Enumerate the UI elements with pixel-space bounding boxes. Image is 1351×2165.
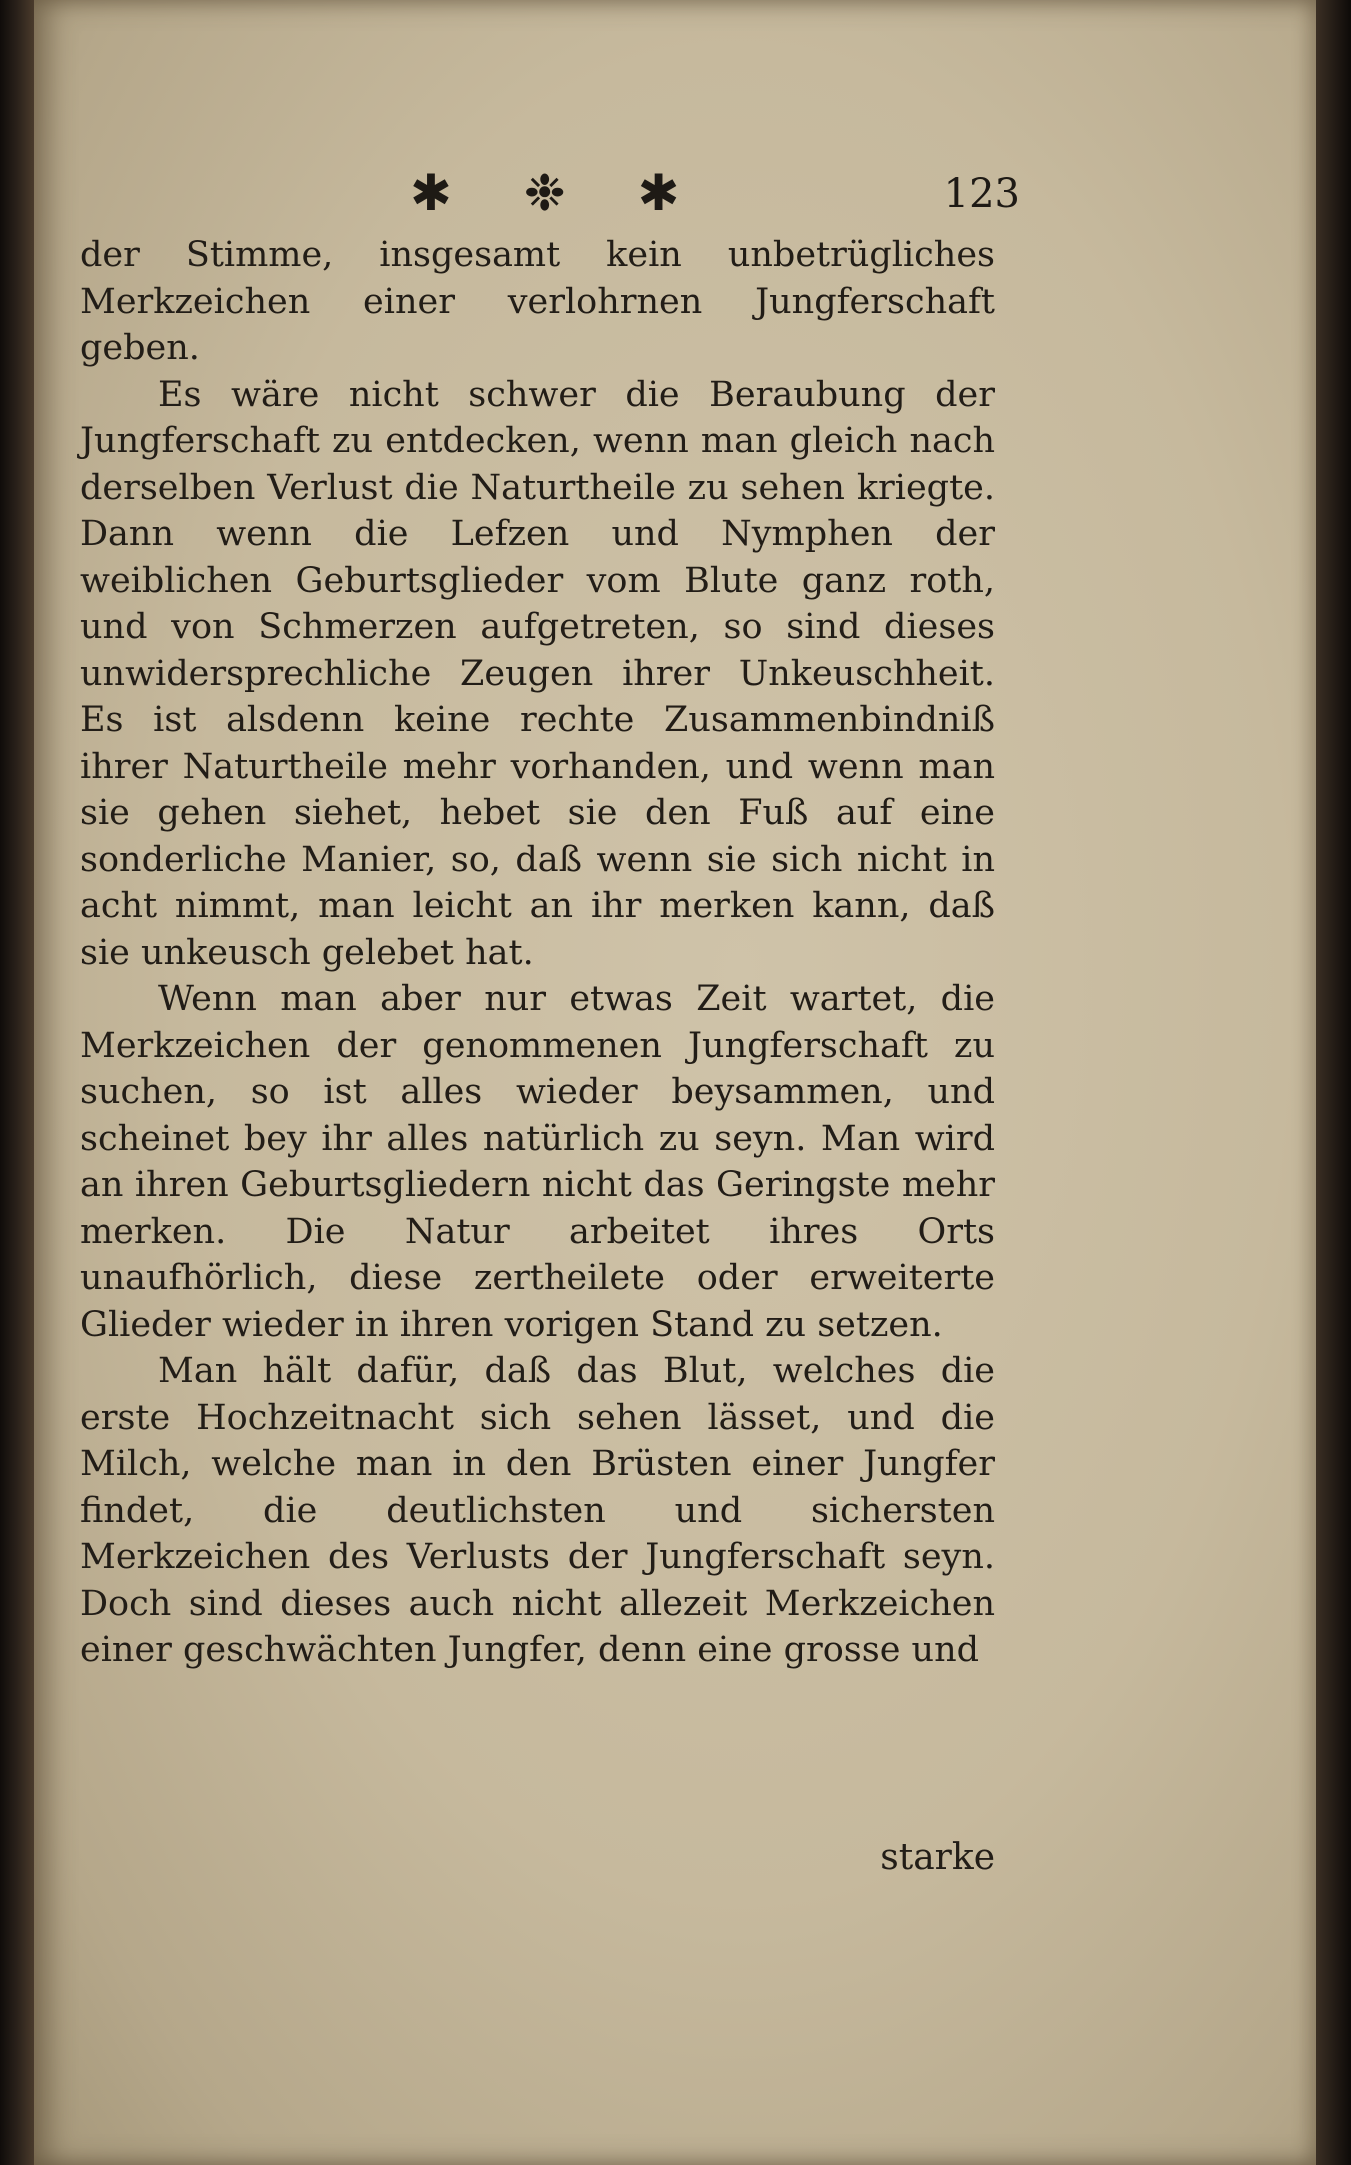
paragraph: Wenn man aber nur etwas Zeit wartet, die Merkzeichen der genommenen Jungferschaft zu suchen, so ist alles wieder beysammen, und scheinet bey ihr alles natürlich zu seyn. Man wird an ihren Geburtsgliedern nicht das Geringste mehr merken. Die Natur arbeitet ihres Orts unaufhörlich, diese zertheilete oder erweiterte Glieder wieder in ihren vorigen Stand zu setzen. — [80, 979, 995, 1345]
paragraph: der Stimme, insgesamt kein unbetrügliches Merkzeichen einer verlohrnen Jungferschaft geben. — [80, 235, 995, 368]
page-number: 123 — [943, 171, 1020, 217]
paragraph: Es wäre nicht schwer die Beraubung der Jungferschaft zu entdecken, wenn man gleich nach derselben Verlust die Naturtheile zu sehen kriegte. Dann wenn die Lefzen und Nymphen der weiblichen Geburtsglieder vom Blute ganz roth, und von Schmerzen aufgetreten, so sind dieses unwidersprechliche Zeugen ihrer Unkeuschheit. Es ist alsdenn keine rechte Zusammenbindniß ihrer Naturtheile mehr vorhanden, und wenn man sie gehen siehet, hebet sie den Fuß auf eine sonderliche Manier, so, daß wenn sie sich nicht in acht nimmt, man leicht an ihr merken kann, daß sie unkeusch gelebet hat. — [80, 374, 995, 973]
book-gutter — [0, 0, 34, 2165]
paragraph: Man hält dafür, daß das Blut, welches die erste Hochzeitnacht sich sehen lässet, und die Milch, welche man in den Brüsten einer Jungfer findet, die deutlichsten und sichersten Merkzeichen des Verlusts der Jungferschaft seyn. Doch sind dieses auch nicht allezeit Merkzeichen einer geschwächten Jungfer, denn eine grosse und — [80, 1351, 995, 1670]
page-edge — [1316, 0, 1351, 2165]
text-frame — [80, 0, 995, 2165]
ornament-row: ✱ ❉ ✱ — [410, 164, 708, 222]
catchword: starke — [880, 1837, 995, 1878]
